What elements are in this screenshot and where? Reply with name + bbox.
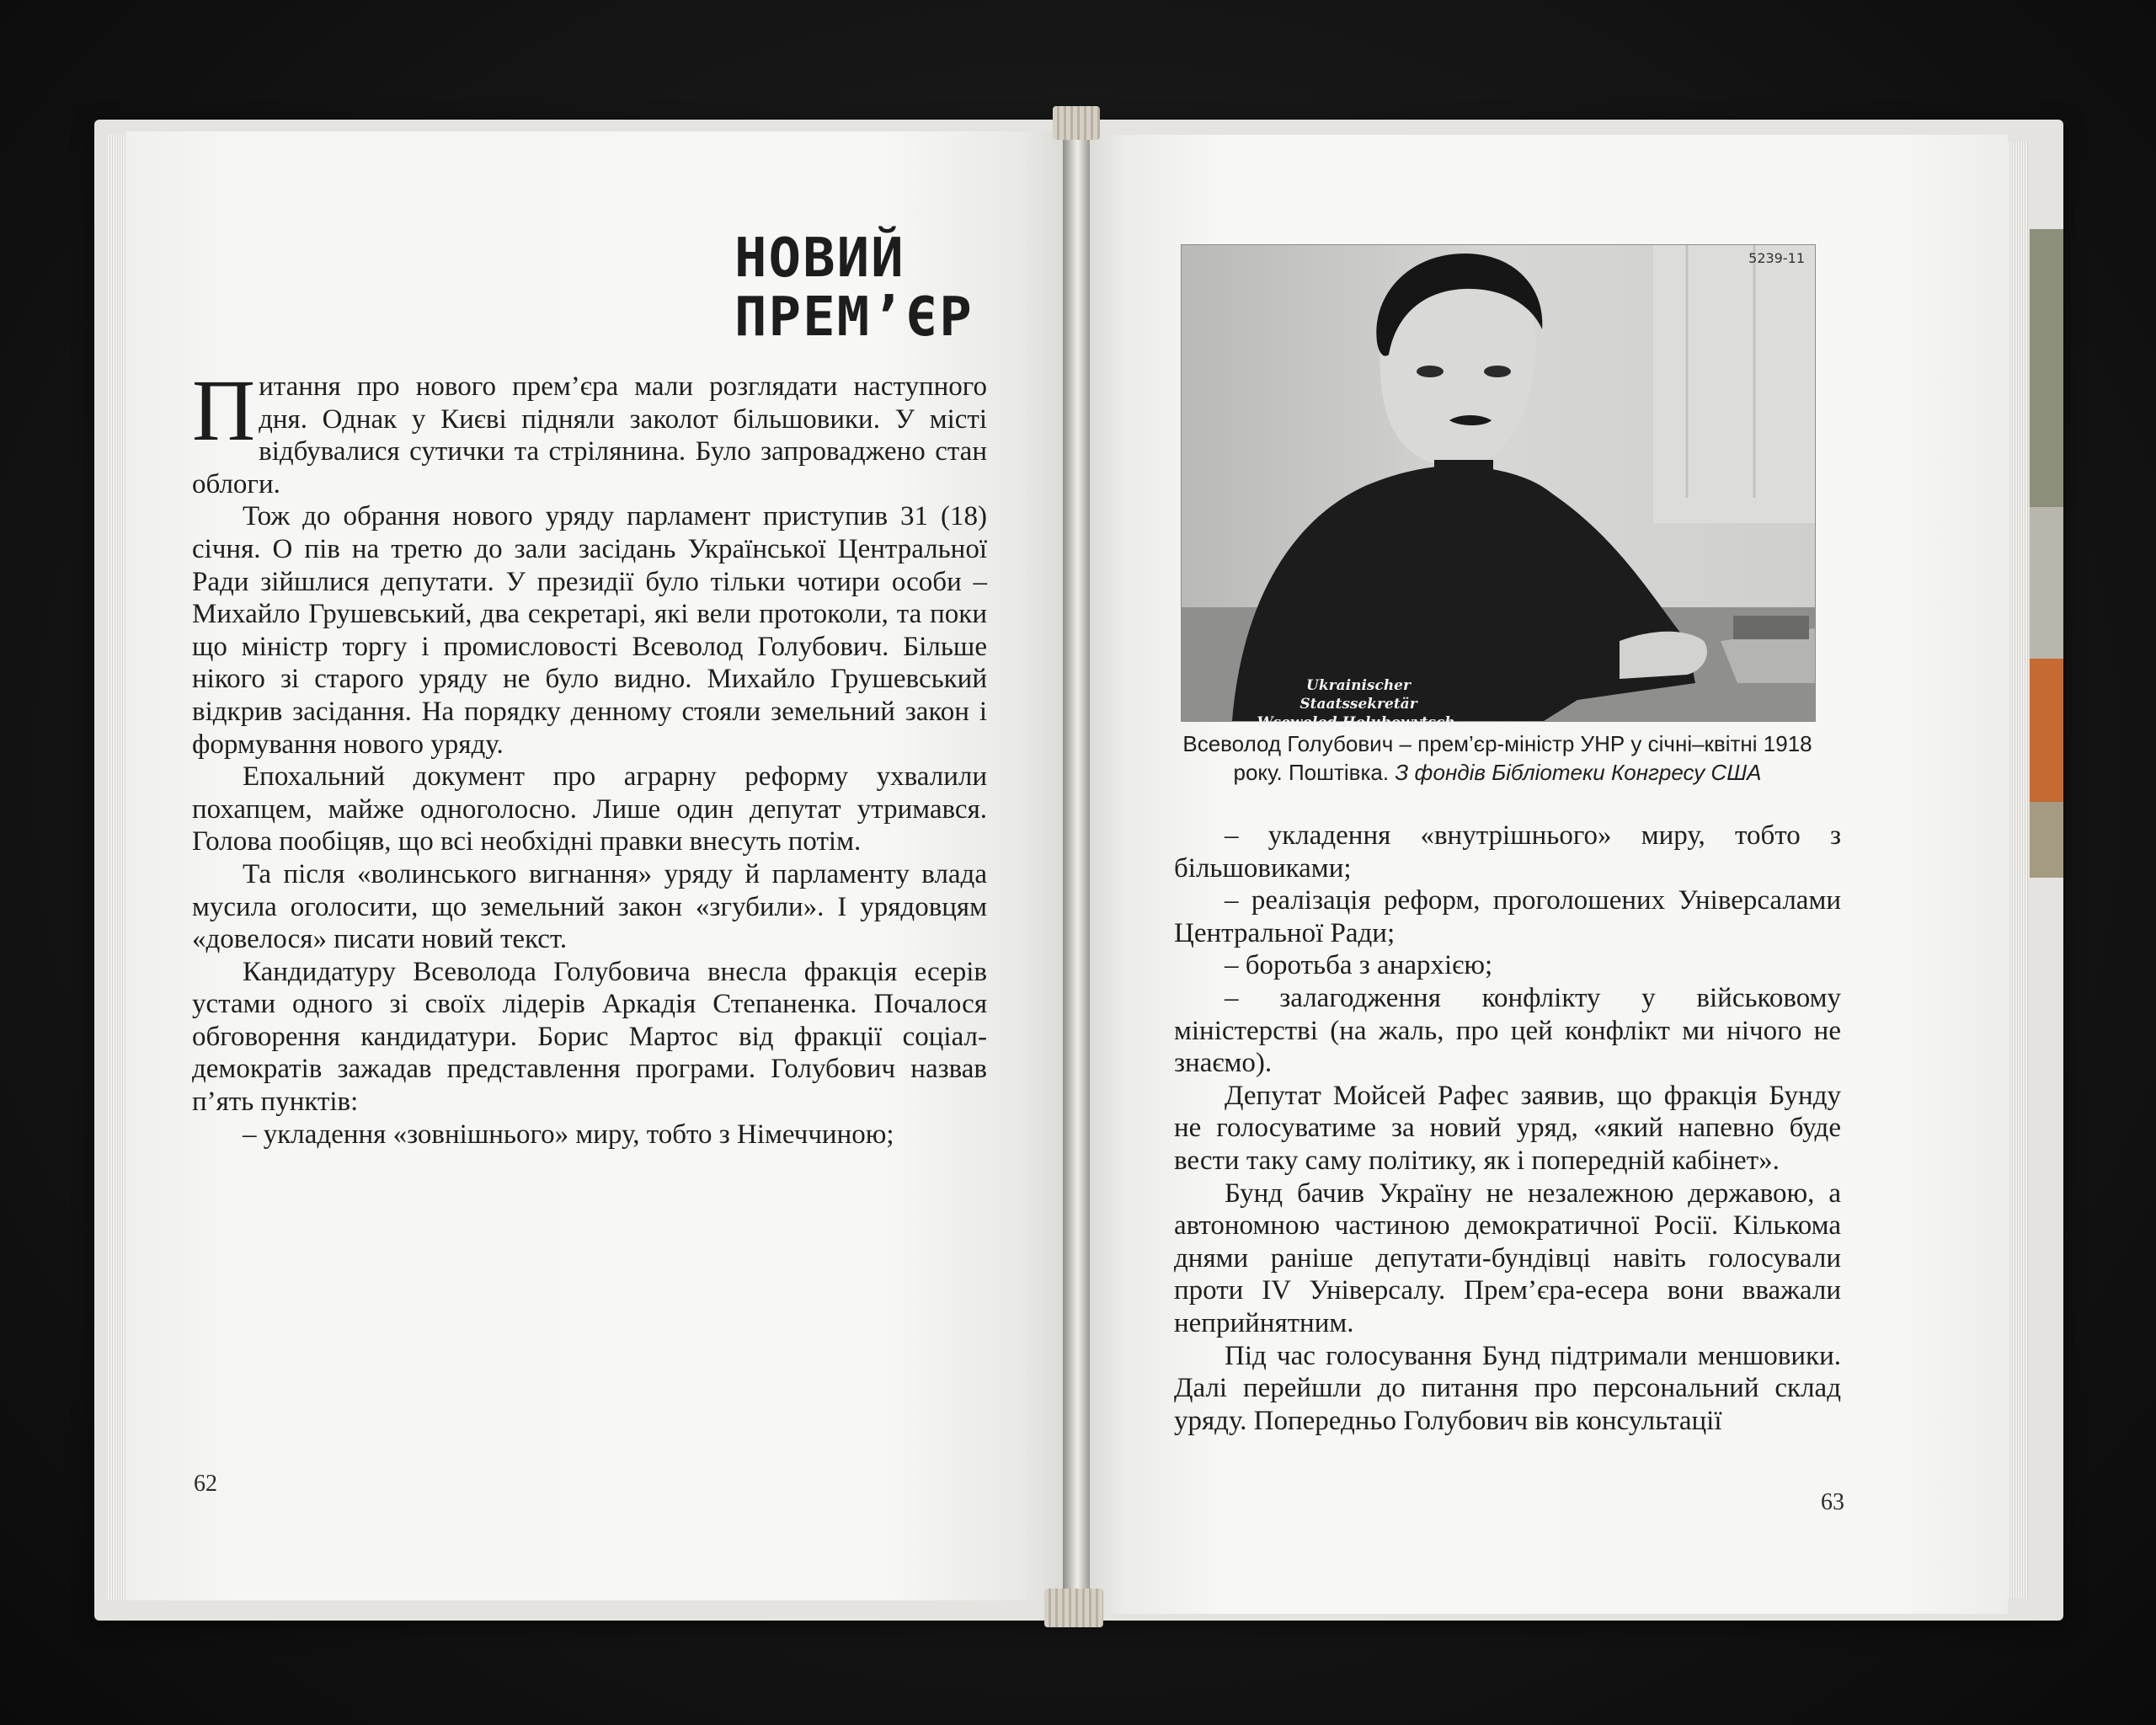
page-edges-left bbox=[108, 135, 126, 1600]
book-spine bbox=[1063, 108, 1090, 1624]
cover-edge-band bbox=[2030, 229, 2063, 507]
paragraph: Під час голосування Бунд підтримали меншовики. Далі перейшли до питання про персональний склад уряду. Попередньо Голубович вів консультації bbox=[1174, 1340, 1841, 1436]
right-page-text bbox=[1174, 820, 1841, 1437]
headband-bottom bbox=[1044, 1589, 1103, 1627]
paragraph: – укладення «внутрішнього» миру, тобто з більшовиками; bbox=[1174, 820, 1841, 884]
chapter-title bbox=[734, 229, 987, 347]
page-edges-right bbox=[2008, 142, 2028, 1599]
chapter-title-line1: НОВИЙ bbox=[734, 227, 905, 290]
page-number-left: 62 bbox=[194, 1471, 217, 1497]
headband-top bbox=[1053, 106, 1100, 140]
chapter-title-line2: ПРЕМ’ЄР bbox=[734, 286, 974, 349]
paragraph: – боротьба з анархією; bbox=[1225, 950, 1493, 981]
page-number-right: 63 bbox=[1821, 1489, 1844, 1515]
cover-edge-band bbox=[2030, 507, 2063, 659]
paragraph-text: итання про нового прем’єра мали розглядати наступного дня. Однак у Києві підняли заколот більшовики. У місті відбувалися сутички та стрілянина. Було запроваджено стан облоги. bbox=[192, 371, 987, 499]
paragraph: Епохальний документ про аграрну реформу ухвалили похапцем, майже одноголосно. Лише один депутат утримався. Голова пообіцяв, що всі необхідні правки внесуть потім. bbox=[192, 761, 987, 857]
paragraph: – залагодження конфлікту у військовому міністерстві (на жаль, про цей конфлікт ми нічого не знаємо). bbox=[1174, 982, 1841, 1079]
photo-caption-text: Всеволод Голубович – прем’єр-міністр УНР у січні–квітні 1918 року. Поштівка. bbox=[1182, 731, 1812, 785]
cover-edge-band bbox=[2030, 802, 2063, 878]
paragraph: Тож до обрання нового уряду парламент приступив 31 (18) січня. О пів на третю до зали засідань Української Центральної Ради зійшлися депутати. У президії було тільки чотири особи – Михайло Грушевський, два секретарі, які вели протоколи, та поки що міністр торгу і промисловості Всеволод Голубович. Більше нікого зі старого уряду не було видно. Михайло Грушевський відкрив засідання. На порядку денному стояли земельний закон і формування нового уряду. bbox=[192, 501, 987, 760]
cover-edge-band bbox=[2030, 659, 2063, 802]
paragraph bbox=[192, 362, 987, 500]
paragraph: – укладення «зовнішнього» миру, тобто з Німеччиною; bbox=[243, 1119, 894, 1150]
left-page-text bbox=[192, 362, 987, 1151]
photo-inscription-line2: Wsewolod Holubowytsch. bbox=[1257, 714, 1460, 731]
paragraph: Та після «волинського вигнання» уряду й парламенту влада мусила оголосити, що земельний закон «згубили». І урядовцям «довелося» писати новий текст. bbox=[192, 858, 987, 955]
photo-caption-source: З фондів Бібліотеки Конгресу США bbox=[1395, 760, 1762, 785]
photo-archive-mark: 5239-11 bbox=[1748, 250, 1805, 266]
portrait-photo bbox=[1181, 244, 1816, 731]
paragraph: Кандидатуру Всеволода Голубовича внесла фракція есерів устами одного зі своїх лідерів Аркадія Степаненка. Почалося обговорення кандидатури. Борис Мартос від фракції соціал-демократів зажадав представлення програми. Голубович назвав п’ять пунктів: bbox=[192, 956, 987, 1118]
photo-inscription bbox=[1249, 676, 1468, 732]
paragraph: Депутат Мойсей Рафес заявив, що фракція Бунду не голосуватиме за новий уряд, «який напевно буде вести таку саму політику, як і попередній кабінет». bbox=[1174, 1080, 1841, 1176]
drop-cap: П bbox=[192, 362, 256, 459]
paragraph: – реалізація реформ, проголошених Універсалами Центральної Ради; bbox=[1174, 885, 1841, 948]
photo-caption bbox=[1181, 729, 1814, 787]
portrait-illustration bbox=[1182, 245, 1815, 721]
paragraph: Бунд бачив Україну не незалежною державою, а автономною частиною демократичної Росії. Кількома днями раніше депутати-бундівці навіть голосували проти IV Універсалу. Прем’єра-есера вони вважали неприйнятним. bbox=[1174, 1178, 1841, 1338]
photo-inscription-line1: Ukrainischer Staatssekretär bbox=[1299, 677, 1417, 713]
